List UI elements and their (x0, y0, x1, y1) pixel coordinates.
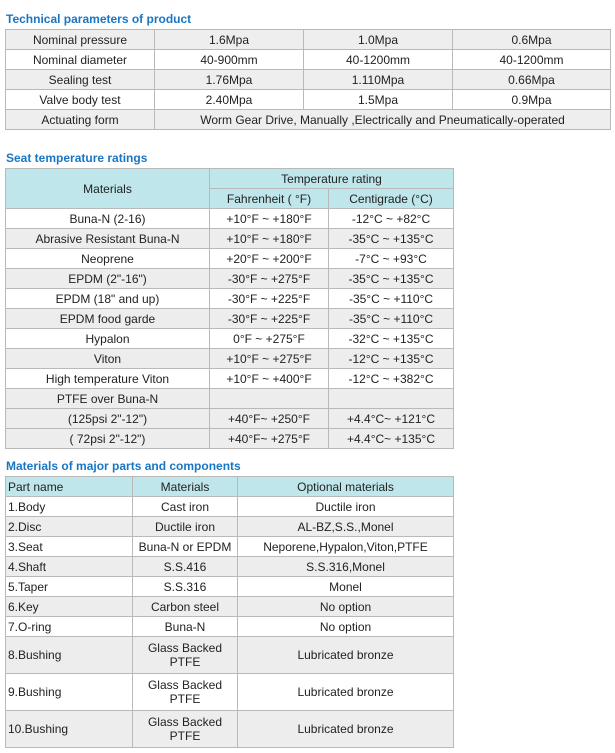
material-cell: High temperature Viton (6, 369, 210, 389)
table-row (6, 577, 454, 597)
column-header-fahrenheit: Fahrenheit ( °F) (210, 189, 329, 209)
material-cell: PTFE over Buna-N (6, 389, 210, 409)
fahrenheit-cell (210, 389, 329, 409)
tech-params-table (5, 29, 611, 130)
param-value: 1.5Mpa (304, 90, 453, 110)
param-value: 0.9Mpa (453, 90, 611, 110)
centigrade-cell (329, 389, 454, 409)
optional-cell: Lubricated bronze (238, 637, 454, 674)
param-label: Valve body test (6, 90, 155, 110)
param-value: 2.40Mpa (155, 90, 304, 110)
centigrade-cell: +4.4°C~ +121°C (329, 409, 454, 429)
param-label: Sealing test (6, 70, 155, 90)
table-row (6, 249, 454, 269)
material-cell: Buna-N (133, 617, 238, 637)
optional-cell: No option (238, 597, 454, 617)
column-header-centigrade: Centigrade (°C) (329, 189, 454, 209)
part-cell: 2.Disc (6, 517, 133, 537)
material-cell: EPDM food garde (6, 309, 210, 329)
seat-temperature-table (5, 168, 454, 449)
table-row (6, 349, 454, 369)
table-row (6, 617, 454, 637)
table-row (6, 537, 454, 557)
param-label: Nominal pressure (6, 30, 155, 50)
table-row (6, 557, 454, 577)
column-header-materials: Materials (6, 169, 210, 209)
centigrade-cell: -12°C ~ +82°C (329, 209, 454, 229)
fahrenheit-cell: +40°F~ +275°F (210, 429, 329, 449)
material-cell: Buna-N or EPDM (133, 537, 238, 557)
param-value: 1.76Mpa (155, 70, 304, 90)
centigrade-cell: -12°C ~ +135°C (329, 349, 454, 369)
table-row (6, 711, 454, 748)
table-row (6, 429, 454, 449)
param-value: 1.0Mpa (304, 30, 453, 50)
part-cell: 4.Shaft (6, 557, 133, 577)
table-row (6, 70, 611, 90)
fahrenheit-cell: -30°F ~ +275°F (210, 269, 329, 289)
fahrenheit-cell: +10°F ~ +400°F (210, 369, 329, 389)
param-value: Worm Gear Drive, Manually ,Electrically and Pneumatically-operated (155, 110, 611, 130)
table-row (6, 50, 611, 70)
material-line: Glass Backed (147, 678, 223, 692)
part-cell: 8.Bushing (6, 637, 133, 674)
centigrade-cell: -35°C ~ +135°C (329, 269, 454, 289)
part-cell: 1.Body (6, 497, 133, 517)
table-row (6, 329, 454, 349)
part-cell: 10.Bushing (6, 711, 133, 748)
parts-section-title: Materials of major parts and components (6, 459, 241, 473)
optional-cell: Monel (238, 577, 454, 597)
table-header-row (6, 169, 454, 189)
optional-cell: No option (238, 617, 454, 637)
material-cell: ( 72psi 2"-12") (6, 429, 210, 449)
material-line: Glass Backed (147, 641, 223, 655)
table-row (6, 409, 454, 429)
fahrenheit-cell: +40°F~ +250°F (210, 409, 329, 429)
material-line: Glass Backed (147, 715, 223, 729)
param-value: 0.6Mpa (453, 30, 611, 50)
centigrade-cell: +4.4°C~ +135°C (329, 429, 454, 449)
centigrade-cell: -32°C ~ +135°C (329, 329, 454, 349)
centigrade-cell: -12°C ~ +382°C (329, 369, 454, 389)
table-row (6, 497, 454, 517)
table-row (6, 209, 454, 229)
material-cell: Cast iron (133, 497, 238, 517)
table-header-row (6, 477, 454, 497)
optional-cell: Neporene,Hypalon,Viton,PTFE (238, 537, 454, 557)
material-cell: Abrasive Resistant Buna-N (6, 229, 210, 249)
material-cell: Hypalon (6, 329, 210, 349)
material-cell (133, 711, 238, 748)
material-line: PTFE (169, 655, 201, 669)
centigrade-cell: -35°C ~ +110°C (329, 309, 454, 329)
param-value: 40-1200mm (453, 50, 611, 70)
material-cell: Neoprene (6, 249, 210, 269)
table-row (6, 90, 611, 110)
param-label: Actuating form (6, 110, 155, 130)
parts-materials-table (5, 476, 454, 748)
table-row (6, 517, 454, 537)
column-header-optional-materials: Optional materials (238, 477, 454, 497)
fahrenheit-cell: -30°F ~ +225°F (210, 289, 329, 309)
material-cell (133, 674, 238, 711)
table-row (6, 674, 454, 711)
centigrade-cell: -7°C ~ +93°C (329, 249, 454, 269)
fahrenheit-cell: +20°F ~ +200°F (210, 249, 329, 269)
table-row (6, 229, 454, 249)
part-cell: 5.Taper (6, 577, 133, 597)
param-value: 0.66Mpa (453, 70, 611, 90)
fahrenheit-cell: 0°F ~ +275°F (210, 329, 329, 349)
fahrenheit-cell: +10°F ~ +180°F (210, 229, 329, 249)
material-cell: Ductile iron (133, 517, 238, 537)
optional-cell: Ductile iron (238, 497, 454, 517)
table-row (6, 30, 611, 50)
table-row (6, 389, 454, 409)
material-cell: S.S.316 (133, 577, 238, 597)
tech-section-title: Technical parameters of product (6, 12, 192, 26)
param-label: Nominal diameter (6, 50, 155, 70)
optional-cell: S.S.316,Monel (238, 557, 454, 577)
param-value: 40-1200mm (304, 50, 453, 70)
fahrenheit-cell: -30°F ~ +225°F (210, 309, 329, 329)
material-cell: EPDM (18" and up) (6, 289, 210, 309)
table-row (6, 289, 454, 309)
part-cell: 3.Seat (6, 537, 133, 557)
param-value: 1.6Mpa (155, 30, 304, 50)
param-value: 40-900mm (155, 50, 304, 70)
table-row (6, 110, 611, 130)
column-header-part-name: Part name (6, 477, 133, 497)
material-cell: Carbon steel (133, 597, 238, 617)
table-row (6, 309, 454, 329)
fahrenheit-cell: +10°F ~ +275°F (210, 349, 329, 369)
material-line: PTFE (169, 692, 201, 706)
part-cell: 9.Bushing (6, 674, 133, 711)
param-value: 1.110Mpa (304, 70, 453, 90)
material-line: PTFE (169, 729, 201, 743)
table-row (6, 597, 454, 617)
part-cell: 7.O-ring (6, 617, 133, 637)
material-cell: Viton (6, 349, 210, 369)
optional-cell: AL-BZ,S.S.,Monel (238, 517, 454, 537)
table-row (6, 637, 454, 674)
optional-cell: Lubricated bronze (238, 674, 454, 711)
material-cell: S.S.416 (133, 557, 238, 577)
fahrenheit-cell: +10°F ~ +180°F (210, 209, 329, 229)
optional-cell: Lubricated bronze (238, 711, 454, 748)
seat-section-title: Seat temperature ratings (6, 151, 148, 165)
column-header-temperature-rating: Temperature rating (210, 169, 454, 189)
column-header-materials: Materials (133, 477, 238, 497)
material-cell: (125psi 2"-12") (6, 409, 210, 429)
part-cell: 6.Key (6, 597, 133, 617)
material-cell: EPDM (2"-16") (6, 269, 210, 289)
material-cell (133, 637, 238, 674)
table-row (6, 369, 454, 389)
centigrade-cell: -35°C ~ +110°C (329, 289, 454, 309)
material-cell: Buna-N (2-16) (6, 209, 210, 229)
centigrade-cell: -35°C ~ +135°C (329, 229, 454, 249)
table-row (6, 269, 454, 289)
